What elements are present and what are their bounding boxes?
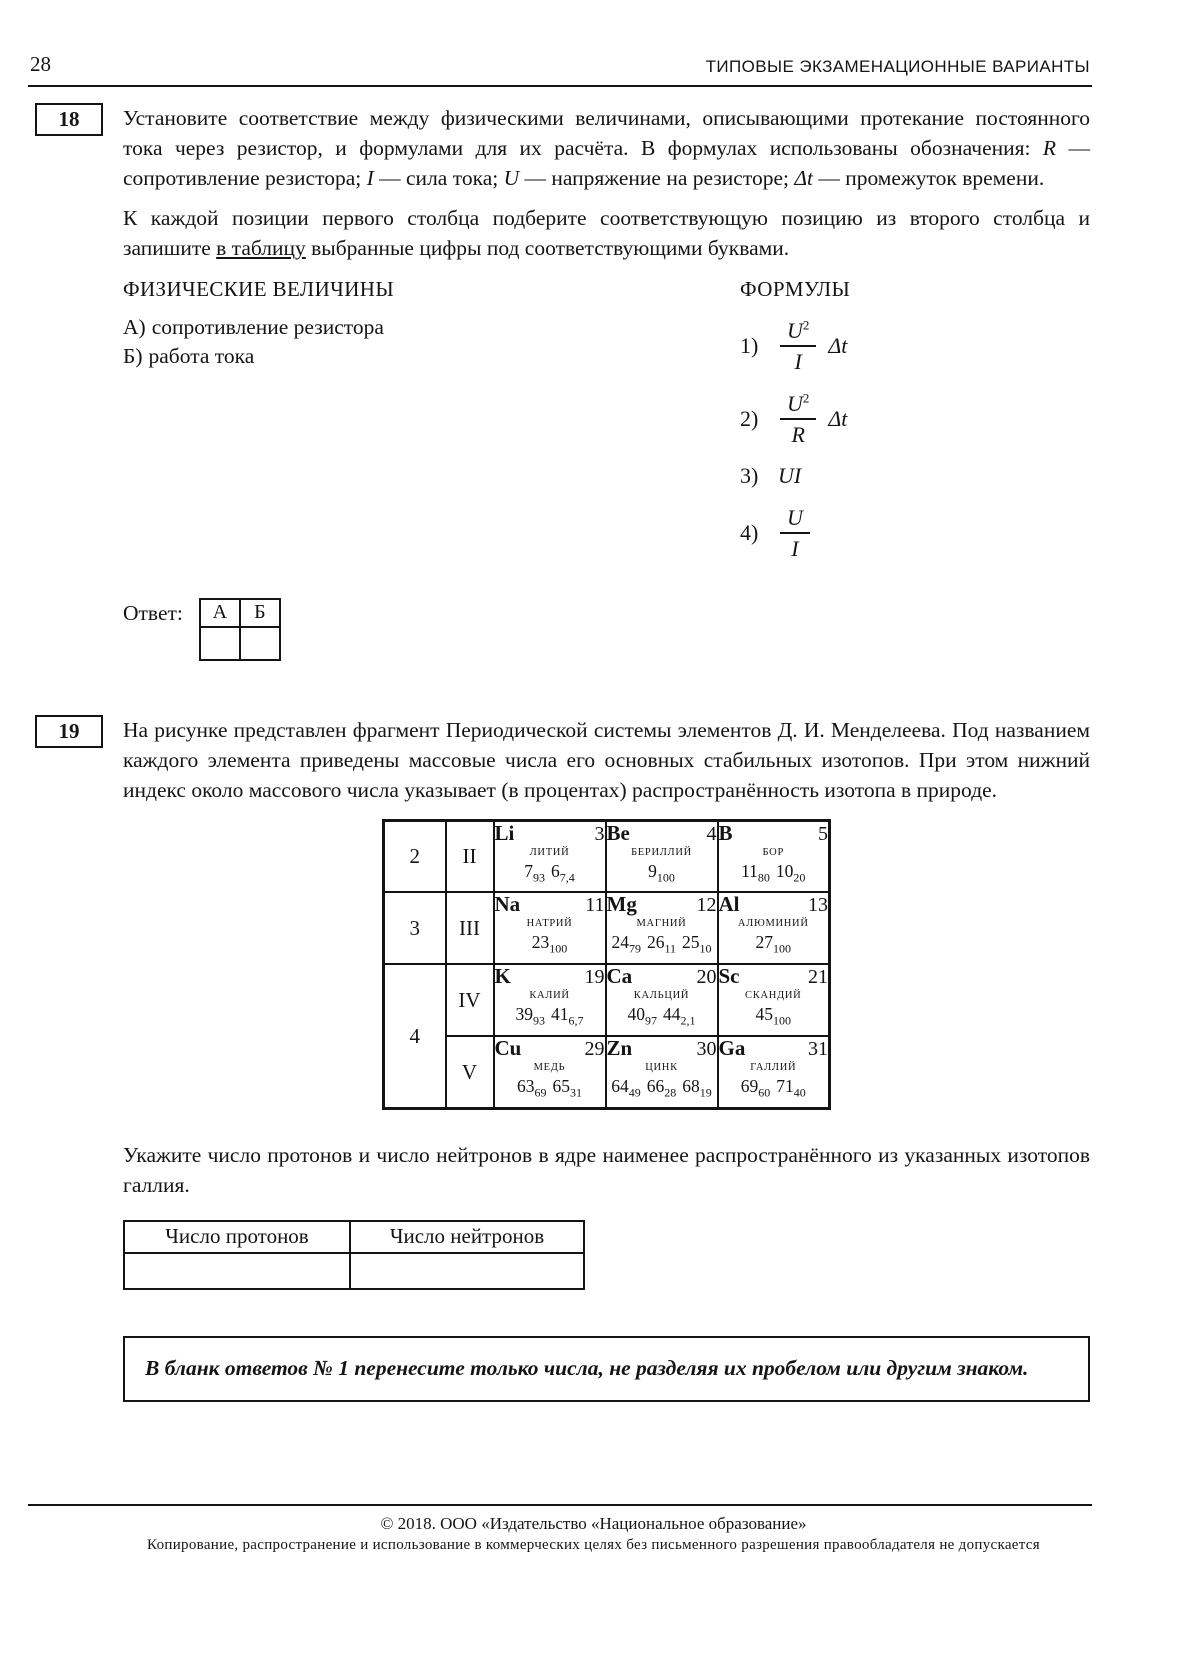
math-symbol: U (787, 390, 803, 416)
formula-number: 3) (740, 463, 759, 489)
element-header (719, 893, 829, 917)
element-isotopes (719, 861, 829, 889)
isotope-abundance: 97 (645, 1013, 657, 1028)
left-column-heading: ФИЗИЧЕСКИЕ ВЕЛИЧИНЫ (123, 277, 395, 301)
fraction-denominator (780, 347, 816, 374)
periodic-table-fragment (382, 819, 831, 1110)
answer-label: Ответ: (123, 600, 183, 625)
isotope: $10_{20}$ (775, 860, 806, 885)
formula-number: 4) (740, 520, 759, 546)
q18-instruction (123, 203, 1090, 263)
fraction-denominator (780, 420, 816, 447)
fraction (780, 505, 810, 562)
formula-1 (740, 318, 850, 375)
row-number: III (446, 892, 494, 964)
element-isotopes (495, 861, 605, 889)
transfer-note-box (123, 1336, 1090, 1402)
isotope: $63_{69}$ (517, 1076, 547, 1100)
isotope: $25_{10}$ (682, 932, 712, 956)
element-cell-zn (606, 1036, 718, 1108)
element-atomic-number: 5 (818, 822, 828, 845)
math-symbol-R: R (1042, 136, 1057, 160)
copyright-notice: Копирование, распространение и использование в коммерческих целях без письменного разрешения правообладателя не допускается (147, 1537, 1040, 1553)
formula-number: 1) (740, 333, 759, 359)
item-label: А) (123, 315, 146, 339)
question-18-body (123, 103, 1187, 661)
protons-answer-cell[interactable] (124, 1253, 350, 1289)
q18-answer-table (199, 598, 281, 661)
isotope-abundance: 10 (699, 941, 712, 956)
math-symbol: U (787, 505, 803, 531)
fraction-denominator (780, 534, 810, 561)
element-atomic-number: 19 (584, 966, 605, 989)
isotope-abundance: 20 (793, 870, 806, 885)
element-name: СКАНДИЙ (745, 990, 802, 1002)
element-isotopes (607, 861, 717, 889)
element-header (607, 1037, 717, 1061)
formula-3 (740, 463, 850, 489)
element-atomic-number: 31 (808, 1038, 828, 1061)
q18-statement (123, 103, 1090, 193)
isotope: $26_{11}$ (646, 932, 677, 956)
element-name: МЕДЬ (533, 1062, 566, 1074)
element-header (495, 965, 605, 989)
text-segment: — сила тока; (373, 166, 504, 190)
isotope: $69_{60}$ (740, 1076, 771, 1100)
q19-question: Укажите число протонов и число нейтронов в ядре наименее распространённого из указанных изотопов галлия. (123, 1142, 1090, 1197)
text-segment: — сопротивление резистора; (123, 136, 1090, 190)
formula-list (740, 318, 850, 562)
row-number: II (446, 820, 494, 892)
isotope-abundance: 40 (793, 1085, 806, 1100)
fraction-numerator (780, 505, 810, 534)
isotope-abundance: 100 (549, 941, 568, 956)
element-name: АЛЮМИНИЙ (737, 918, 809, 930)
element-symbol: Be (606, 820, 630, 845)
isotope: $44_{2,1}$ (663, 1004, 696, 1028)
math-symbol-delta-t: Δt (794, 166, 813, 190)
period-number: 2 (384, 820, 446, 892)
element-cell-al (718, 892, 830, 964)
isotope-abundance: 100 (656, 870, 675, 885)
item-text: сопротивление резистора (151, 315, 384, 339)
isotope-abundance: 19 (699, 1085, 712, 1100)
element-symbol: Li (494, 820, 515, 845)
page-number: 28 (30, 52, 51, 76)
element-name: ЦИНК (645, 1062, 678, 1074)
answer-cell-a[interactable] (200, 627, 240, 660)
element-header (495, 893, 605, 917)
period-number: 3 (384, 892, 446, 964)
page-footer (0, 1504, 1187, 1554)
answer-input-row (124, 1253, 584, 1289)
element-name: ГАЛЛИЙ (750, 1062, 797, 1074)
element-header (607, 822, 717, 846)
isotope: $27_{100}$ (755, 932, 791, 956)
math-symbol: Δt (828, 333, 848, 359)
element-isotopes (607, 1076, 717, 1104)
answer-header-row (124, 1221, 584, 1253)
answer-input-row (200, 627, 280, 660)
element-cell-ga (718, 1036, 830, 1108)
element-isotopes (607, 932, 717, 960)
element-cell-li (494, 820, 606, 892)
isotope: $41_{6,7}$ (551, 1004, 584, 1028)
element-header (719, 965, 829, 989)
math-symbol-I: I (366, 166, 374, 190)
exponent: 2 (802, 390, 810, 406)
item-text: работа тока (148, 344, 255, 368)
element-cell-sc (718, 964, 830, 1036)
isotope-abundance: 80 (757, 870, 770, 885)
element-atomic-number: 20 (696, 966, 717, 989)
math-symbol: R (791, 421, 805, 447)
element-atomic-number: 4 (706, 822, 717, 845)
element-header (607, 965, 717, 989)
formula-suffix (828, 406, 847, 432)
element-name: КАЛИЙ (529, 990, 570, 1002)
element-name: БОР (762, 846, 784, 858)
element-header (495, 822, 605, 846)
period-number: 4 (384, 964, 446, 1108)
element-symbol: B (718, 820, 733, 845)
q19-statement: На рисунке представлен фрагмент Периодической системы элементов Д. И. Менделеева. Под названием каждого элемента приведены массовые числа его основных стабильных изотопов. При этом нижний индекс около массового числа указывает (в процентах) распространённость изотопа в природе. (123, 717, 1090, 802)
element-symbol: Na (494, 892, 521, 917)
element-symbol: Sc (718, 964, 740, 989)
protons-header: Число протонов (124, 1221, 350, 1253)
footer-rule (28, 1504, 1092, 1506)
element-cell-na (494, 892, 606, 964)
element-atomic-number: 29 (584, 1038, 605, 1061)
element-atomic-number: 12 (696, 894, 717, 917)
element-name: МАГНИЙ (636, 918, 687, 930)
isotope-abundance: 93 (533, 1013, 545, 1028)
ptable-row-4a (384, 964, 830, 1036)
isotope-abundance: 49 (628, 1085, 641, 1100)
question-number-column (0, 103, 123, 661)
right-column-heading: ФОРМУЛЫ (740, 277, 851, 301)
isotope-abundance: 60 (758, 1085, 771, 1100)
element-cell-b (718, 820, 830, 892)
element-name: ЛИТИЙ (529, 846, 570, 858)
isotope-abundance: 6,7 (568, 1013, 584, 1028)
fraction-numerator (780, 391, 816, 420)
element-header (719, 822, 829, 846)
q19-answer-table (123, 1220, 585, 1290)
formula-suffix (828, 333, 847, 359)
item-label: Б) (123, 344, 143, 368)
formula-expression (778, 463, 801, 489)
isotope-abundance: 28 (664, 1085, 677, 1100)
question-18-number: 18 (35, 103, 103, 136)
isotope: $11_{80}$ (741, 860, 770, 885)
element-symbol: Ga (718, 1036, 746, 1061)
isotope: $24_{79}$ (611, 932, 641, 956)
isotope: $66_{28}$ (646, 1076, 677, 1100)
element-header (607, 893, 717, 917)
element-cell-mg (606, 892, 718, 964)
element-isotopes (495, 1076, 605, 1104)
question-19-body (123, 715, 1187, 1290)
exponent: 2 (802, 317, 810, 333)
isotope: $45_{100}$ (755, 1004, 791, 1028)
isotope-abundance: 100 (773, 941, 791, 956)
question-number-column (0, 715, 123, 1290)
list-item-a (123, 314, 623, 341)
element-header (495, 1037, 605, 1061)
isotope-abundance: 100 (773, 1013, 791, 1028)
q18-answer-block (123, 598, 1090, 661)
isotope: $71_{40}$ (776, 1076, 806, 1100)
isotope: $40_{97}$ (627, 1004, 657, 1028)
periodic-table-figure (123, 819, 1090, 1110)
formula-2 (740, 391, 850, 448)
question-19-number: 19 (35, 715, 103, 748)
math-symbol: Δt (828, 405, 848, 431)
copyright-line: © 2018. ООО «Издательство «Национальное образование» (380, 1514, 807, 1533)
element-header (719, 1037, 829, 1061)
ptable-row-2 (384, 820, 830, 892)
answer-col-b-header: Б (240, 599, 280, 627)
ptable-row-4b (384, 1036, 830, 1108)
isotope-abundance: 69 (534, 1085, 547, 1100)
element-symbol: Zn (606, 1036, 633, 1061)
answer-header-row (200, 599, 280, 627)
header-rule (28, 85, 1092, 87)
element-atomic-number: 11 (585, 894, 605, 917)
answer-col-a-header: А (200, 599, 240, 627)
isotope-abundance: 79 (628, 941, 641, 956)
question-19 (0, 715, 1187, 1290)
isotope: $23_{100}$ (531, 932, 568, 956)
element-symbol: Ca (606, 964, 633, 989)
formulas-column (740, 277, 850, 578)
math-symbol: UI (778, 463, 802, 489)
element-cell-ca (606, 964, 718, 1036)
element-name: БЕРИЛЛИЙ (631, 846, 692, 858)
element-symbol: K (494, 964, 511, 989)
isotope-abundance: 31 (570, 1085, 582, 1100)
math-symbol: I (794, 349, 802, 375)
physical-quantities-column (123, 277, 623, 578)
isotope: $39_{93}$ (515, 1004, 545, 1028)
underlined-text: в таблицу (216, 236, 306, 260)
element-atomic-number: 13 (808, 894, 828, 917)
math-symbol: U (787, 318, 803, 343)
element-isotopes (495, 932, 605, 960)
isotope: $64_{49}$ (611, 1076, 641, 1100)
fraction (780, 318, 816, 375)
isotope: $7_{93}$ (524, 860, 545, 885)
ptable-row-3 (384, 892, 830, 964)
element-symbol: Mg (606, 892, 637, 917)
element-isotopes (719, 932, 829, 960)
element-symbol: Cu (494, 1036, 522, 1061)
element-name: НАТРИЙ (526, 918, 573, 930)
element-cell-k (494, 964, 606, 1036)
fraction-numerator (780, 318, 816, 347)
isotope-abundance: 11 (664, 941, 677, 956)
q18-matching-columns (123, 277, 1090, 578)
text-segment: Установите соответствие между физическими величинами, описывающими протекание постоянного тока через резистор, и формулами для их расчёта. В формулах использованы обозначения: (123, 106, 1090, 160)
element-atomic-number: 30 (696, 1038, 717, 1061)
isotope-abundance: 7,4 (559, 870, 575, 885)
neutrons-header: Число нейтронов (350, 1221, 584, 1253)
element-isotopes (495, 1004, 605, 1032)
isotope: $6_{7,4}$ (551, 860, 575, 885)
math-symbol-U: U (503, 166, 520, 190)
isotope: $65_{31}$ (552, 1076, 582, 1100)
element-symbol: Al (718, 892, 740, 917)
element-name: КАЛЬЦИЙ (633, 990, 690, 1002)
page-header (0, 0, 1187, 85)
element-atomic-number: 21 (808, 966, 828, 989)
element-atomic-number: 3 (594, 822, 605, 845)
element-isotopes (719, 1004, 829, 1032)
isotope: $9_{100}$ (648, 860, 675, 885)
text-segment: К каждой позиции первого столбца подберите соответствующую позицию из второго столбца и запишите (123, 206, 1090, 260)
formula-number: 2) (740, 405, 759, 431)
isotope-abundance: 93 (533, 870, 545, 885)
question-18 (0, 103, 1187, 661)
answer-cell-b[interactable] (240, 627, 280, 660)
note-text: В бланк ответов № 1 перенесите только числа, не разделяя их пробелом или другим знаком. (145, 1355, 1029, 1380)
formula-4 (740, 505, 850, 562)
element-isotopes (607, 1004, 717, 1032)
isotope: $68_{19}$ (682, 1076, 712, 1100)
math-symbol: I (791, 536, 799, 562)
row-number: IV (446, 964, 494, 1036)
row-number: V (446, 1036, 494, 1108)
isotope-abundance: 2,1 (680, 1013, 696, 1028)
text-segment: — промежуток времени. (812, 166, 1045, 190)
running-head: ТИПОВЫЕ ЭКЗАМЕНАЦИОННЫЕ ВАРИАНТЫ (705, 57, 1090, 76)
fraction (780, 391, 816, 448)
text-segment: — напряжение на резисторе; (519, 166, 795, 190)
element-cell-be (606, 820, 718, 892)
element-cell-cu (494, 1036, 606, 1108)
neutrons-answer-cell[interactable] (350, 1253, 584, 1289)
list-item-b (123, 343, 623, 370)
element-isotopes (719, 1076, 829, 1104)
text-segment: выбранные цифры под соответствующими буквами. (305, 236, 790, 260)
